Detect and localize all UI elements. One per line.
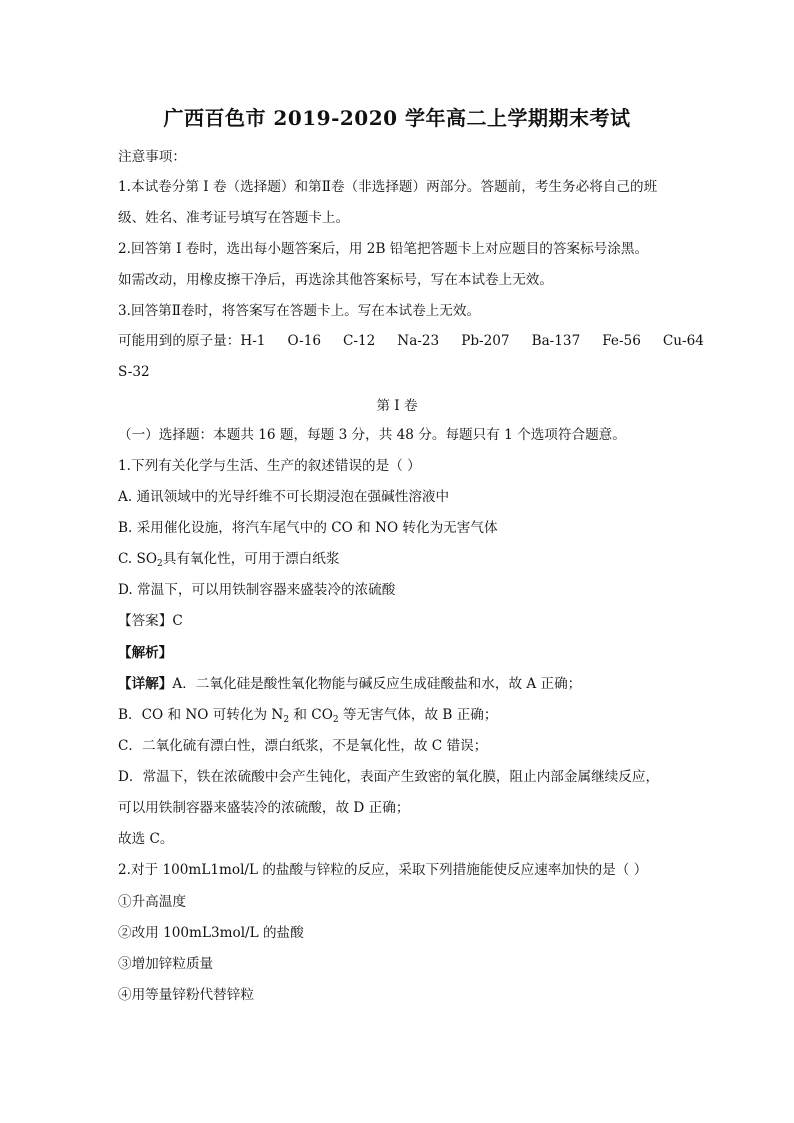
question-2-stem: 2.对于 100mL1mol/L 的盐酸与锌粒的反应，采取下列措施能使反应速率加快的是（ ） — [118, 862, 648, 878]
option-c-prefix: C. SO — [118, 551, 158, 567]
atomic-mass-item: H-1 — [240, 333, 266, 349]
atomic-mass-item: Na-23 — [397, 333, 440, 349]
volume-heading: 第 I 卷 — [376, 398, 418, 414]
question-1-detail-c: C．二氧化硫有漂白性，漂白纸浆，不是氧化性，故 C 错误； — [118, 738, 488, 754]
notice-1-line-2: 级、姓名、准考证号填写在答题卡上。 — [118, 210, 350, 226]
question-1-stem: 1.下列有关化学与生活、生产的叙述错误的是（ ） — [118, 458, 421, 474]
question-1-detail-d-line-1: D．常温下，铁在浓硫酸中会产生钝化，表面产生致密的氧化膜，阻止内部金属继续反应， — [118, 769, 660, 785]
question-1-option-d: D. 常温下，可以用铁制容器来盛装冷的浓硫酸 — [118, 582, 396, 598]
notice-1-line-1: 1.本试卷分第 I 卷（选择题）和第Ⅱ卷（非选择题）两部分。答题前，考生务必将自己的班 — [118, 179, 658, 195]
option-c-subscript: 2 — [157, 559, 163, 569]
atomic-mass-item: Cu-64 — [662, 333, 704, 349]
detail-label: 【详解】 — [118, 676, 173, 692]
question-1-detail-b — [118, 705, 497, 725]
question-1-option-b: B. 采用催化设施，将汽车尾气中的 CO 和 NO 转化为无害气体 — [118, 520, 498, 536]
atomic-mass-item: Pb-207 — [461, 333, 510, 349]
atomic-masses-line — [118, 331, 704, 351]
question-1-analysis-label: 【解析】 — [118, 645, 173, 661]
atomic-masses-label: 可能用到的原子量： — [118, 333, 241, 349]
question-2-item-2: ②改用 100mL3mol/L 的盐酸 — [118, 925, 304, 941]
option-c-suffix: 具有氧化性，可用于漂白纸浆 — [162, 551, 340, 567]
detail-b-part: 等无害气体，故 B 正确； — [338, 707, 498, 723]
question-1-detail-d-line-2: 可以用铁制容器来盛装冷的浓硫酸，故 D 正确； — [118, 800, 410, 816]
atomic-mass-item: Ba-137 — [531, 333, 581, 349]
notice-2-line-2: 如需改动，用橡皮擦干净后，再选涂其他答案标号，写在本试卷上无效。 — [118, 272, 553, 288]
question-1-answer: 【答案】C — [118, 613, 183, 629]
notice-3: 3.回答第Ⅱ卷时，将答案写在答题卡上。写在本试卷上无效。 — [118, 303, 481, 319]
atomic-mass-item: C-12 — [343, 333, 376, 349]
question-2-item-1: ①升高温度 — [118, 894, 186, 910]
question-1-option-c — [118, 549, 339, 569]
question-1-detail-a — [118, 674, 581, 694]
detail-b-subscript: 2 — [283, 715, 290, 725]
notice-2-line-1: 2.回答第 I 卷时，选出每小题答案后，用 2B 铅笔把答题卡上对应题目的答案标号涂黑。 — [118, 241, 649, 257]
section-1-heading: （一）选择题：本题共 16 题，每题 3 分，共 48 分。每题只有 1 个选项符合题意。 — [118, 427, 626, 443]
detail-a-text: A．二氧化硅是酸性氧化物能与碱反应生成硅酸盐和水，故 A 正确； — [172, 676, 582, 692]
atomic-mass-item: Fe-56 — [602, 333, 641, 349]
question-2-item-4: ④用等量锌粉代替锌粒 — [118, 987, 254, 1003]
detail-b-subscript: 2 — [332, 715, 339, 725]
notice-heading: 注意事项： — [118, 149, 186, 165]
question-1-conclusion: 故选 C。 — [118, 831, 174, 847]
question-1-option-a: A. 通讯领域中的光导纤维不可长期浸泡在强碱性溶液中 — [118, 489, 450, 505]
detail-b-part: 和 CO — [289, 707, 333, 723]
atomic-masses-overflow: S-32 — [118, 364, 150, 380]
detail-b-part: B．CO 和 NO 可转化为 N — [118, 707, 284, 723]
question-2-item-3: ③增加锌粒质量 — [118, 956, 214, 972]
atomic-mass-item: O-16 — [287, 333, 321, 349]
document-title: 广西百色市 2019-2020 学年高二上学期期末考试 — [163, 106, 631, 130]
